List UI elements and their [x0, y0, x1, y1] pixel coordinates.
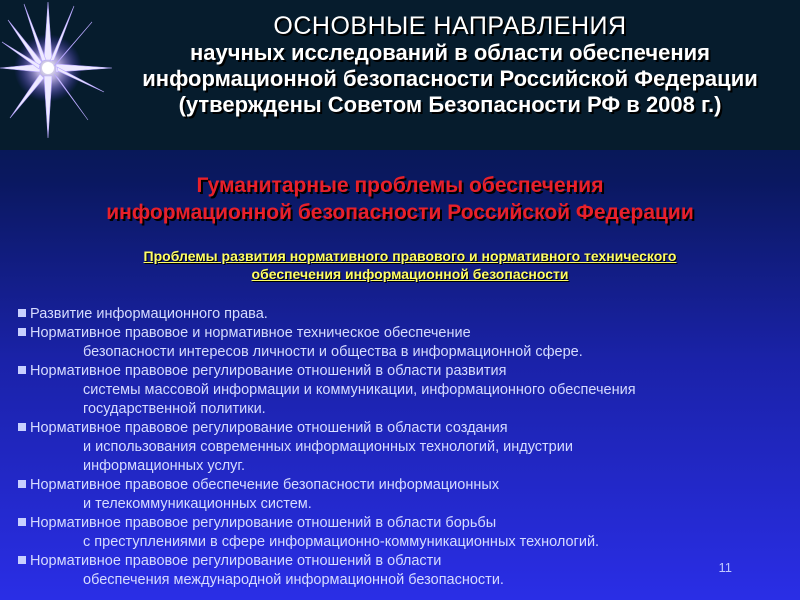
list-item-text: Развитие информационного права. — [30, 306, 268, 322]
starburst-icon — [0, 0, 120, 150]
list-item-text: Нормативное правовое регулирование отношений в области развития — [30, 363, 507, 379]
list-item-continuation: государственной политики. — [83, 401, 266, 417]
list-item-continuation: безопасности интересов личности и общества в информационной сфере. — [83, 344, 583, 360]
slide-title — [120, 12, 780, 118]
list-item-continuation: с преступлениями в сфере информационно-коммуникационных технологий. — [83, 534, 600, 550]
list-item-text: Нормативное правовое регулирование отношений в области борьбы — [30, 515, 497, 531]
list-item-continuation: и использования современных информационных технологий, индустрии — [83, 439, 573, 455]
list-item — [18, 419, 778, 476]
list-item-text: Нормативное правовое регулирование отношений в области создания — [30, 420, 508, 436]
list-item-continuation: системы массовой информации и коммуникации, информационного обеспечения — [83, 382, 636, 398]
list-item-text: Нормативное правовое обеспечение безопасности информационных — [30, 477, 500, 493]
square-bullet-icon — [18, 556, 26, 564]
list-item-continuation: и телекоммуникационных систем. — [83, 496, 312, 512]
list-item-continuation: обеспечения международной информационной безопасности. — [83, 572, 504, 588]
subsection-title-line: обеспечения информационной безопасности — [251, 266, 569, 282]
page-number: 11 — [718, 560, 732, 575]
list-item — [18, 324, 778, 362]
list-item — [18, 362, 778, 419]
list-item-continuation: информационных услуг. — [83, 458, 245, 474]
title-line: информационной безопасности Российской Федерации — [142, 66, 758, 91]
square-bullet-icon — [18, 309, 26, 317]
square-bullet-icon — [18, 328, 26, 336]
list-item — [18, 552, 778, 590]
square-bullet-icon — [18, 423, 26, 431]
bullet-list — [18, 305, 778, 590]
list-item — [18, 476, 778, 514]
square-bullet-icon — [18, 518, 26, 526]
section-title — [0, 172, 800, 226]
list-item — [18, 305, 778, 324]
section-title-line: информационной безопасности Российской Федерации — [106, 201, 694, 224]
title-main: ОСНОВНЫЕ НАПРАВЛЕНИЯ — [273, 12, 627, 40]
subsection-title-line: Проблемы развития нормативного правового и нормативного технического — [143, 248, 677, 264]
list-item — [18, 514, 778, 552]
list-item-text: Нормативное правовое регулирование отношений в области — [30, 553, 442, 569]
subsection-title — [30, 247, 790, 283]
title-line: научных исследований в области обеспечения — [189, 40, 710, 65]
title-line: (утверждены Советом Безопасности РФ в 2008 г.) — [178, 92, 722, 117]
section-title-line: Гуманитарные проблемы обеспечения — [196, 174, 604, 197]
square-bullet-icon — [18, 480, 26, 488]
header-band — [0, 0, 800, 150]
list-item-text: Нормативное правовое и нормативное техническое обеспечение — [30, 325, 471, 341]
square-bullet-icon — [18, 366, 26, 374]
